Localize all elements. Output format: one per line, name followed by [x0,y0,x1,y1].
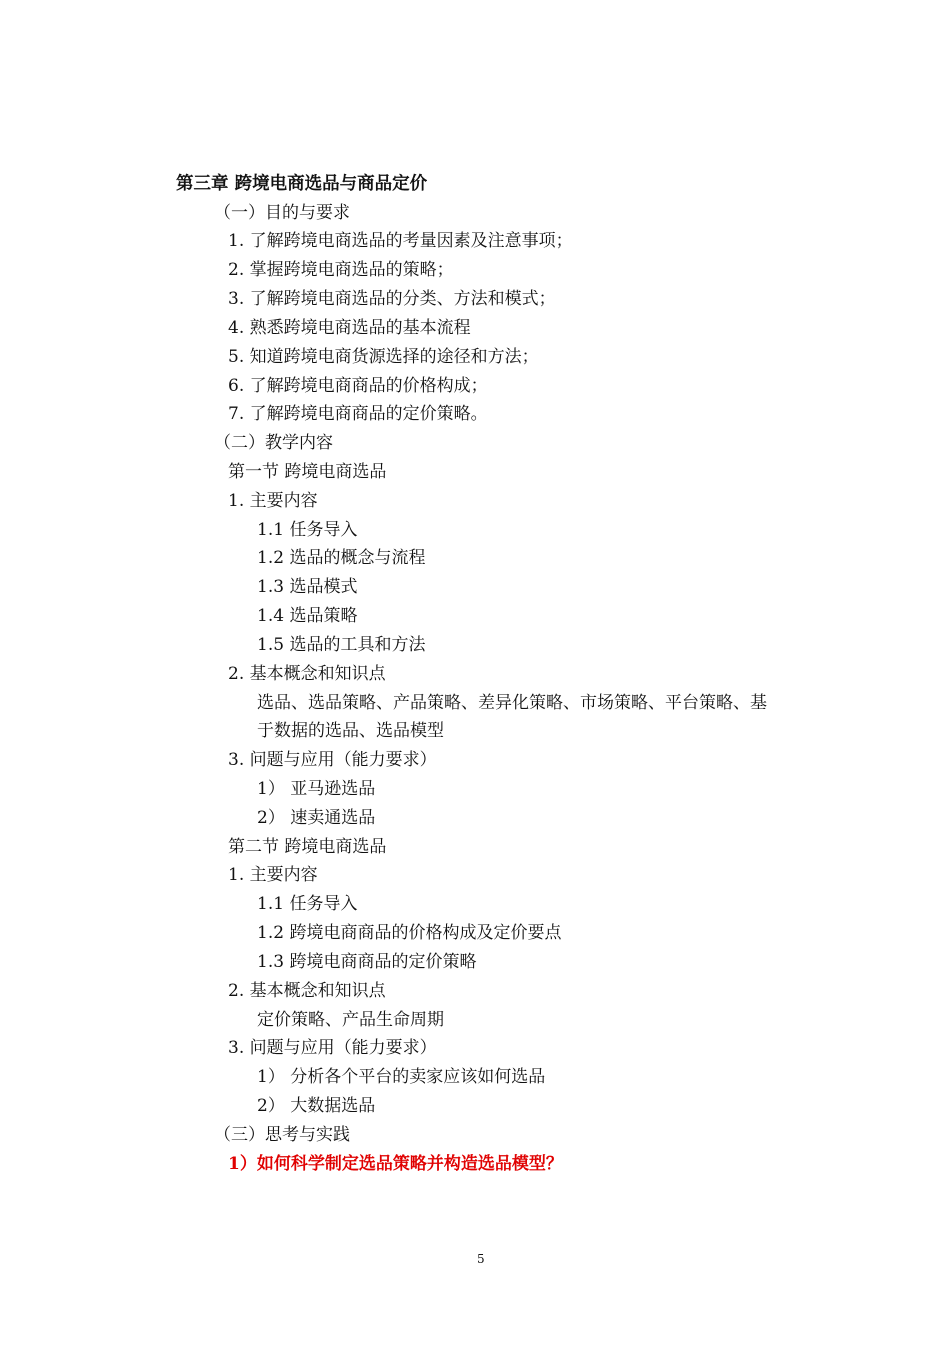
section2-heading: （二）教学内容 [214,433,333,453]
part1-content-item-2: 1.2 选品的概念与流程 [257,548,426,568]
objective-item-2: 2. 掌握跨境电商选品的策略； [228,260,454,280]
part2-concepts-line-1: 定价策略、产品生命周期 [257,1010,444,1030]
part2-content-item-1: 1.1 任务导入 [257,894,358,914]
part2-main-content-label: 1. 主要内容 [228,865,318,885]
objective-item-7: 7. 了解跨境电商商品的定价策略。 [228,404,488,424]
part1-content-item-5: 1.5 选品的工具和方法 [257,635,426,655]
part2-title: 第二节 跨境电商选品 [228,837,387,857]
section1-heading: （一）目的与要求 [214,203,350,223]
part2-application-item-1: 1） 分析各个平台的卖家应该如何选品 [257,1067,546,1087]
objective-item-4: 4. 熟悉跨境电商选品的基本流程 [228,318,471,338]
part1-content-item-1: 1.1 任务导入 [257,520,358,540]
part1-application-item-1: 1） 亚马逊选品 [257,779,376,799]
chapter-title: 第三章 跨境电商选品与商品定价 [176,174,428,194]
practice-question: 1）如何科学制定选品策略并构造选品模型？ [228,1154,563,1174]
part2-content-item-2: 1.2 跨境电商商品的价格构成及定价要点 [257,923,562,943]
part1-content-item-4: 1.4 选品策略 [257,606,358,626]
objective-item-1: 1. 了解跨境电商选品的考量因素及注意事项； [228,231,573,251]
part1-concepts-line-2: 于数据的选品、选品模型 [257,721,444,741]
part1-application-label: 3. 问题与应用（能力要求） [228,750,437,770]
part2-concepts-label: 2. 基本概念和知识点 [228,981,386,1001]
part2-application-label: 3. 问题与应用（能力要求） [228,1038,437,1058]
objective-item-6: 6. 了解跨境电商商品的价格构成； [228,376,488,396]
part1-content-item-3: 1.3 选品模式 [257,577,358,597]
part2-application-item-2: 2） 大数据选品 [257,1096,376,1116]
part1-main-content-label: 1. 主要内容 [228,491,318,511]
section3-heading: （三）思考与实践 [214,1125,350,1145]
part1-application-item-2: 2） 速卖通选品 [257,808,376,828]
part1-title: 第一节 跨境电商选品 [228,462,387,482]
page-number: 5 [477,1252,485,1266]
part2-content-item-3: 1.3 跨境电商商品的定价策略 [257,952,477,972]
objective-item-3: 3. 了解跨境电商选品的分类、方法和模式； [228,289,556,309]
objective-item-5: 5. 知道跨境电商货源选择的途径和方法； [228,347,539,367]
part1-concepts-label: 2. 基本概念和知识点 [228,664,386,684]
part1-concepts-line-1: 选品、选品策略、产品策略、差异化策略、市场策略、平台策略、基 [257,693,767,713]
